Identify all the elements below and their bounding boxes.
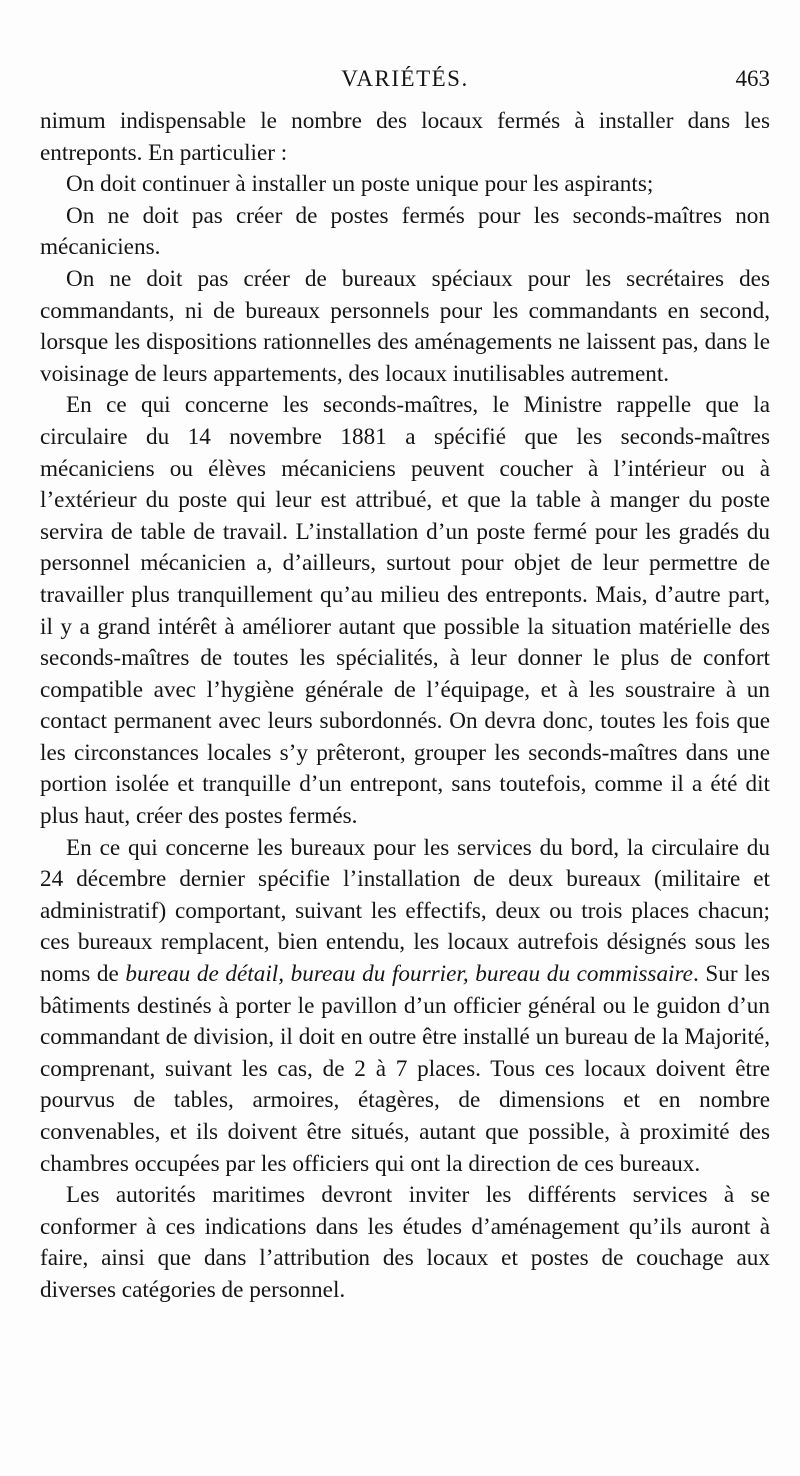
body-text [40, 106, 770, 1307]
paragraph-continuation: nimum indispensable le nombre des locaux fermés à installer dans les entreponts. En particulier : [40, 108, 770, 166]
paragraph-bureaux-services [40, 833, 770, 1181]
paragraph-bureaux-speciaux: On ne doit pas créer de bureaux spéciaux pour les secrétaires des commandants, ni de bureaux personnels pour les commandants en second, lorsque les dispositions rationnelles des aménagements ne laissent pas, dans le voisinage de leurs appartements, des locaux inutilisables autrement. [40, 265, 770, 387]
paragraph-text-start: En ce qui concerne les bureaux pour les services du bord, la circulaire du 24 décembre dernier spécifie l’installation de deux bureaux (militaire et administratif) comportant, suivant les effectifs, deux ou trois places chacun; ces bureaux remplacent, bien entendu, les locaux autrefois désignés sous les noms de [40, 834, 770, 988]
italic-bureau-names: bureau de détail, bureau du fourrier, bureau du commissaire [125, 961, 693, 988]
paragraph-text-end: . Sur les bâtiments destinés à porter le pavillon d’un officier général ou le guidon d’un commandant de division, il doit en outre être installé un bureau de la Majorité, comprenant, suivant les cas, de 2 à 7 places. Tous ces locaux doivent être pourvus de tables, armoires, étagères, de dimensions et en nombre convenables, et ils doivent être situés, autant que possible, à proximité des chambres occupées par les officiers qui ont la direction de ces bureaux. [40, 961, 770, 1177]
running-head [40, 62, 770, 96]
page-number: 463 [735, 66, 770, 91]
paragraph-aspirants: On doit continuer à installer un poste unique pour les aspirants; [66, 171, 654, 198]
paragraph-ministre-rappelle: En ce qui concerne les seconds-maîtres, le Ministre rappelle que la circulaire du 14 novembre 1881 a spécifié que les seconds-maîtres mécaniciens ou élèves mécaniciens peuvent coucher à l’intérieur ou à l’extérieur du poste qui leur est attribué, et que la table à manger du poste servira de table de travail. L’installation d’un poste fermé pour les gradés du personnel mécanicien a, d’ailleurs, surtout pour objet de leur permettre de travailler plus tranquillement qu’au milieu des entreponts. Mais, d’autre part, il y a grand intérêt à améliorer autant que possible la situation matérielle des seconds-maîtres de toutes les spécialités, à leur donner le plus de confort compatible avec l’hygiène générale de l’équipage, et à les soustraire à un contact permanent avec leurs subordonnés. On devra donc, toutes les fois que les circonstances locales s’y prêteront, grouper les seconds-maîtres dans une portion isolée et tranquille d’un entrepont, sans toutefois, comme il a été dit plus haut, créer des postes fermés. [40, 392, 770, 830]
paragraph-seconds-maitres: On ne doit pas créer de postes fermés pour les seconds-maîtres non mécaniciens. [40, 202, 770, 261]
running-title: VARIÉTÉS. [341, 66, 469, 91]
paragraph-autorites-maritimes: Les autorités maritimes devront inviter les différents services à se conformer à ces indications dans les études d’aménagement qu’ils auront à faire, ainsi que dans l’attribution des locaux et postes de couchage aux diverses catégories de personnel. [40, 1182, 770, 1303]
